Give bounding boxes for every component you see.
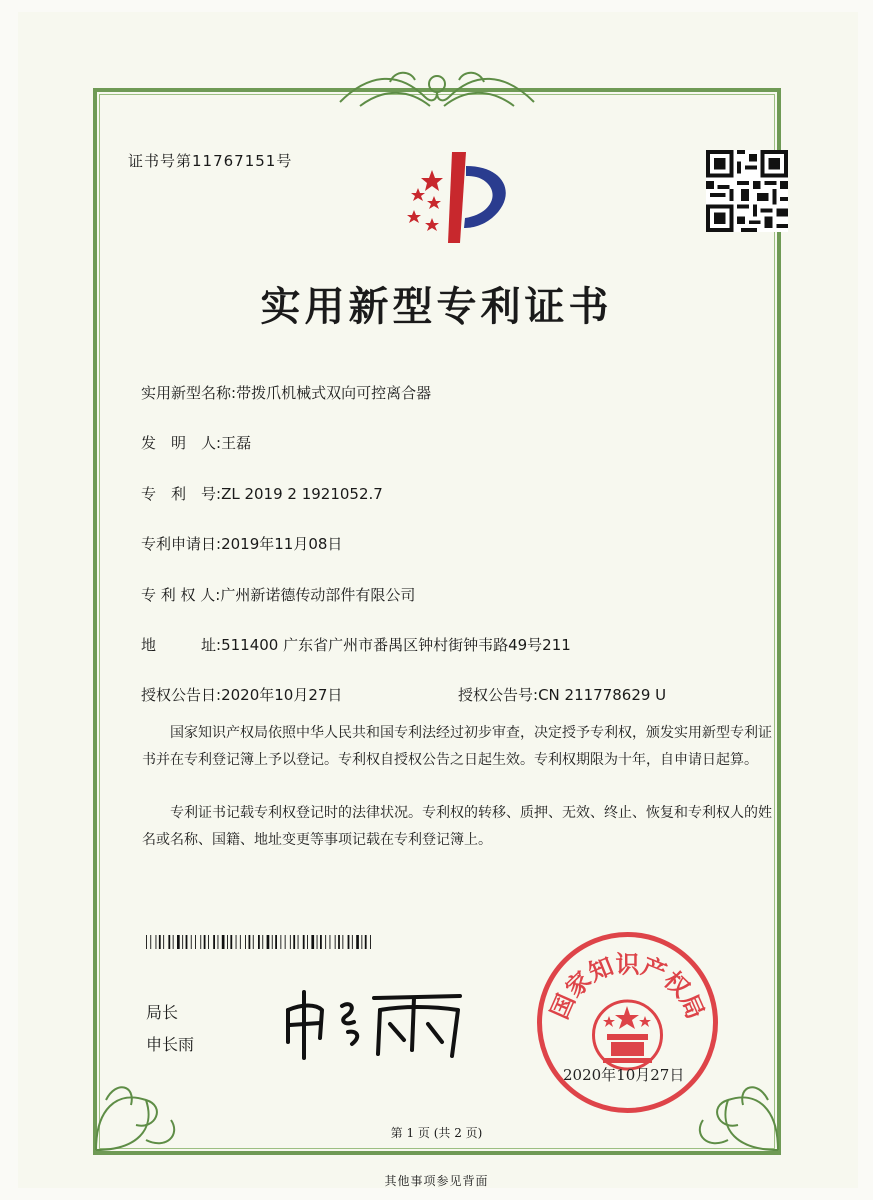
- qr-code-icon: [706, 150, 788, 232]
- field-filing-date: [141, 533, 342, 554]
- barcode-icon: [146, 935, 376, 949]
- inventor-value: 王磊: [221, 434, 252, 452]
- director-name: 申长雨: [146, 1035, 195, 1054]
- patent-no-value: ZL 2019 2 1921052.7: [221, 485, 383, 503]
- field-patentee: [141, 584, 415, 605]
- paragraph-legal-status: 专利证书记载专利权登记时的法律状况。专利权的转移、质押、无效、终止、恢复和专利权人的姓名或名称、国籍、地址变更等事项记载在专利登记簿上。: [142, 805, 772, 848]
- filing-date-value: 2019年11月08日: [221, 535, 343, 553]
- handwritten-signature-icon: [282, 980, 472, 1060]
- official-seal-icon: [535, 930, 720, 1115]
- patent-no-label: 专 利 号:: [141, 485, 222, 503]
- patentee-value: 广州新诺德传动部件有限公司: [220, 586, 416, 604]
- seal-date: 2020年10月27日: [563, 1066, 685, 1084]
- field-patent-number: [141, 483, 383, 504]
- corner-ornament-left-icon: [86, 1040, 206, 1160]
- patentee-label: 专 利 权 人:: [141, 586, 221, 604]
- field-address: [141, 634, 571, 655]
- certificate-title: 实用新型专利证书: [260, 284, 613, 330]
- back-note: 其他事项参见背面: [384, 1174, 489, 1188]
- certificate-number: 证书号第11767151号: [128, 152, 293, 170]
- field-grant-number: [458, 684, 666, 705]
- paragraph-grant-statement: 国家知识产权局依照中华人民共和国专利法经过初步审查，决定授予专利权，颁发实用新型专利证书并在专利登记簿上予以登记。专利权自授权公告之日起生效。专利权期限为十年，自申请日起算。: [142, 725, 772, 768]
- top-ornament-icon: [330, 62, 544, 114]
- grant-no-value: CN 211778629 U: [538, 686, 667, 704]
- name-label: 实用新型名称:: [141, 384, 237, 402]
- svg-text:国家知识产权局: 国家知识产权局: [545, 950, 710, 1024]
- field-grant-date: [141, 684, 342, 705]
- inventor-label: 发 明 人:: [141, 434, 222, 452]
- field-inventor: [141, 432, 251, 453]
- cnipa-logo-icon: [396, 148, 526, 248]
- field-utility-model-name: [141, 382, 431, 403]
- grant-no-label: 授权公告号:: [458, 686, 539, 704]
- grant-date-label: 授权公告日:: [141, 686, 222, 704]
- filing-date-label: 专利申请日:: [141, 535, 222, 553]
- director-title: 局长: [146, 1003, 179, 1022]
- grant-date-value: 2020年10月27日: [221, 686, 343, 704]
- address-value: 511400 广东省广州市番禺区钟村街钟韦路49号211: [221, 636, 571, 654]
- address-label: 地 址:: [141, 636, 222, 654]
- name-value: 带拨爪机械式双向可控离合器: [236, 384, 432, 402]
- page-number: 第 1 页 (共 2 页): [390, 1126, 483, 1140]
